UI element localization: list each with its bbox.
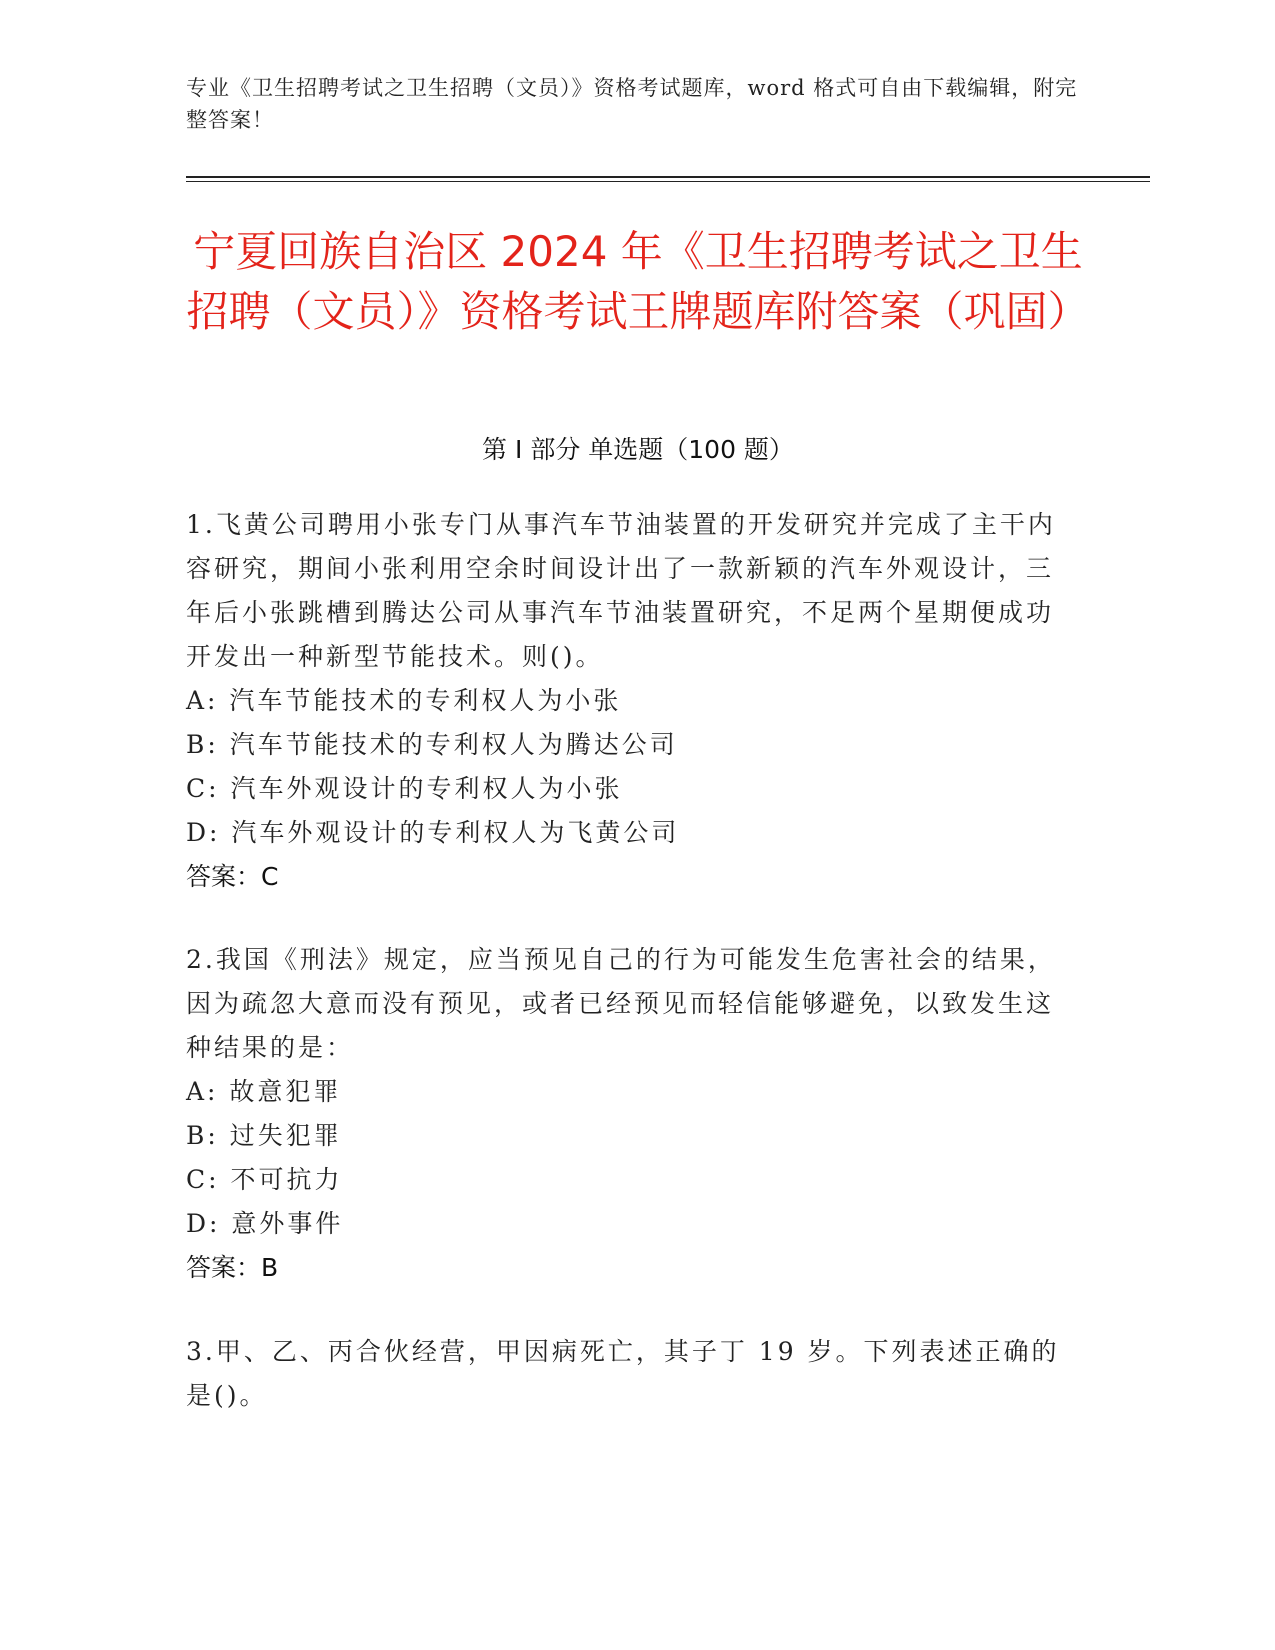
question-stem: 2.我国《刑法》规定，应当预见自己的行为可能发生危害社会的结果，因为疏忽大意而没有预见，或者已经预见而轻信能够避免，以致发生这种结果的是： xyxy=(186,945,1056,1062)
question-stem: 3.甲、乙、丙合伙经营，甲因病死亡，其子丁 19 岁。下列表述正确的是()。 xyxy=(186,1337,1060,1410)
header-rule-thick xyxy=(186,176,1150,178)
option-c: C: 不可抗力 xyxy=(186,1165,343,1194)
option-d: D: 汽车外观设计的专利权人为飞黄公司 xyxy=(186,818,680,847)
header-rule-thin xyxy=(186,181,1150,182)
section-title: 第 I 部分 单选题（100 题） xyxy=(482,435,794,464)
document-title: 宁夏回族自治区 2024 年《卫生招聘考试之卫生招聘（文员）》资格考试王牌题库附答案（巩固） xyxy=(186,227,1090,336)
option-b: B: 过失犯罪 xyxy=(186,1121,342,1150)
question-2 xyxy=(186,938,1066,1290)
option-a: A: 故意犯罪 xyxy=(186,1077,342,1106)
question-stem: 1.飞黄公司聘用小张专门从事汽车节油装置的开发研究并完成了主干内容研究，期间小张利用空余时间设计出了一款新颖的汽车外观设计，三年后小张跳槽到腾达公司从事汽车节油装置研究，不足两个星期便成功开发出一种新型节能技术。则()。 xyxy=(186,510,1056,671)
option-d: D: 意外事件 xyxy=(186,1209,344,1238)
answer: 答案：B xyxy=(186,1253,279,1282)
question-3 xyxy=(186,1330,1066,1418)
question-1 xyxy=(186,503,1066,899)
answer: 答案：C xyxy=(186,862,279,891)
header-note: 专业《卫生招聘考试之卫生招聘（文员）》资格考试题库，word 格式可自由下载编辑，附完整答案！ xyxy=(186,76,1078,132)
option-a: A: 汽车节能技术的专利权人为小张 xyxy=(186,686,622,715)
option-c: C: 汽车外观设计的专利权人为小张 xyxy=(186,774,623,803)
option-b: B: 汽车节能技术的专利权人为腾达公司 xyxy=(186,730,678,759)
